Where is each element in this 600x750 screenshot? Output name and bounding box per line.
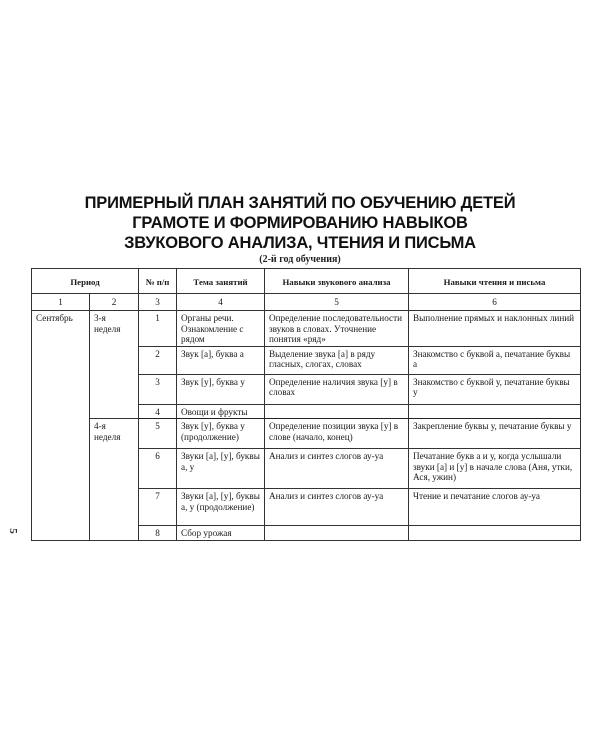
lesson-plan-table xyxy=(31,268,581,541)
title-line: ГРАМОТЕ И ФОРМИРОВАНИЮ НАВЫКОВ xyxy=(132,214,468,232)
table-row xyxy=(32,311,581,347)
sound-skill: Анализ и синтез слогов ау-уа xyxy=(265,489,409,526)
lesson-topic: Органы речи. Ознакомление с рядом xyxy=(177,311,265,347)
header-sound-skills: Навыки звукового анализа xyxy=(265,269,409,294)
reading-skill: Закрепление буквы у, печатание буквы у xyxy=(409,419,581,449)
column-number: 6 xyxy=(409,294,581,311)
reading-skill: Чтение и печатание слогов ау-уа xyxy=(409,489,581,526)
lesson-topic: Звук [у], буква у (продолжение) xyxy=(177,419,265,449)
reading-skill xyxy=(409,526,581,541)
lesson-num: 2 xyxy=(139,346,177,374)
reading-skill: Знакомство с буквой а, печатание буквы а xyxy=(409,346,581,374)
sound-skill: Определение последовательности звуков в словах. Уточнение понятия «ряд» xyxy=(265,311,409,347)
sound-skill: Выделение звука [а] в ряду гласных, слогах, словах xyxy=(265,346,409,374)
month-cell: Сентябрь xyxy=(32,311,90,541)
lesson-num: 5 xyxy=(139,419,177,449)
lesson-topic: Овощи и фрукты xyxy=(177,404,265,419)
lesson-topic: Звуки [а], [у], буквы а, у xyxy=(177,449,265,489)
reading-skill xyxy=(409,404,581,419)
title-line: ПРИМЕРНЫЙ ПЛАН ЗАНЯТИЙ ПО ОБУЧЕНИЮ ДЕТЕЙ xyxy=(84,194,516,212)
column-number: 4 xyxy=(177,294,265,311)
week-cell: 3-я неделя xyxy=(90,311,139,419)
sound-skill: Анализ и синтез слогов ау-уа xyxy=(265,449,409,489)
header-num: № п/п xyxy=(139,269,177,294)
column-number: 2 xyxy=(90,294,139,311)
column-number-row xyxy=(32,294,581,311)
lesson-num: 4 xyxy=(139,404,177,419)
sound-skill: Определение позиции звука [у] в слове (начало, конец) xyxy=(265,419,409,449)
column-number: 1 xyxy=(32,294,90,311)
document-title xyxy=(0,193,600,253)
title-line: ЗВУКОВОГО АНАЛИЗА, ЧТЕНИЯ И ПИСЬМА xyxy=(124,234,476,252)
header-reading-skills: Навыки чтения и письма xyxy=(409,269,581,294)
lesson-num: 8 xyxy=(139,526,177,541)
reading-skill: Выполнение прямых и наклонных линий xyxy=(409,311,581,347)
lesson-num: 3 xyxy=(139,374,177,404)
week-cell: 4-я неделя xyxy=(90,419,139,541)
table-row xyxy=(32,419,581,449)
header-period: Период xyxy=(32,269,139,294)
column-number: 5 xyxy=(265,294,409,311)
lesson-topic: Звуки [а], [у], буквы а, у (продолжение) xyxy=(177,489,265,526)
reading-skill: Печатание букв а и у, когда услышали звуки [а] и [у] в начале слова (Аня, утки, Ася, ужин) xyxy=(409,449,581,489)
document-subtitle: (2-й год обучения) xyxy=(259,254,341,265)
lesson-topic: Звук [а], буква а xyxy=(177,346,265,374)
lesson-num: 1 xyxy=(139,311,177,347)
lesson-topic: Звук [у], буква у xyxy=(177,374,265,404)
header-topic: Тема занятий xyxy=(177,269,265,294)
table-header-row xyxy=(32,269,581,294)
column-number: 3 xyxy=(139,294,177,311)
reading-skill: Знакомство с буквой у, печатание буквы у xyxy=(409,374,581,404)
lesson-num: 7 xyxy=(139,489,177,526)
sound-skill xyxy=(265,526,409,541)
sound-skill xyxy=(265,404,409,419)
lesson-topic: Сбор урожая xyxy=(177,526,265,541)
page-number: 5 xyxy=(6,528,19,534)
lesson-num: 6 xyxy=(139,449,177,489)
sound-skill: Определение наличия звука [у] в словах xyxy=(265,374,409,404)
